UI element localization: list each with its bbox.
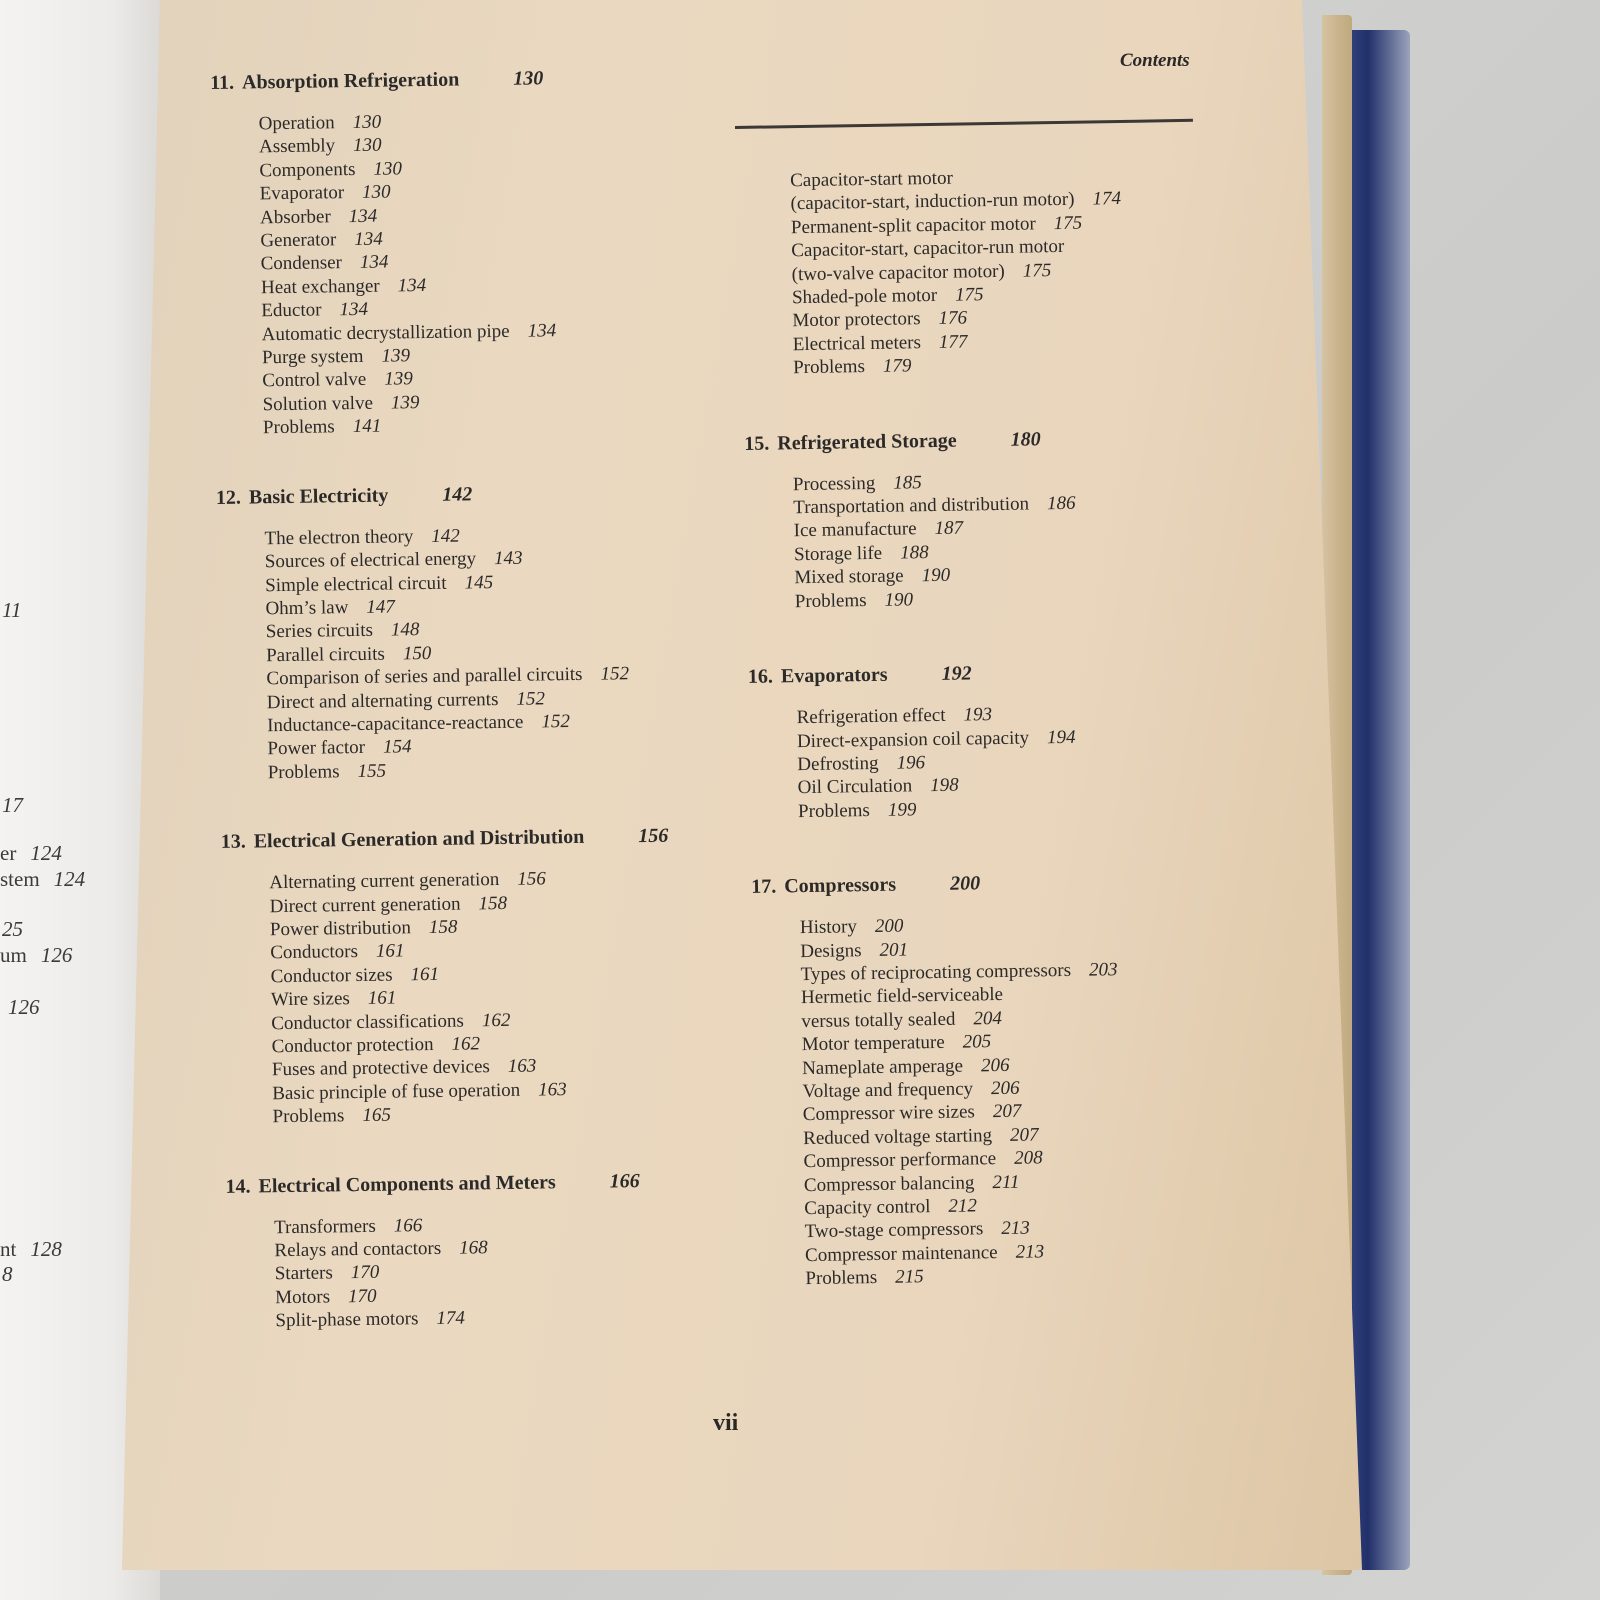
toc-chapter [221,824,745,1130]
toc-chapter [751,869,1217,1292]
toc-entry-label: Purge system [261,345,364,369]
chapter-number: 14. [225,1175,251,1198]
toc-entry-page: 176 [938,307,968,330]
toc-entry-page: 161 [410,963,440,986]
chapter-page: 192 [941,662,972,685]
toc-entry-page: 155 [357,760,387,782]
fragment-page: 126 [8,995,40,1019]
toc-entry-page: 152 [516,687,546,710]
continued-entries [790,163,1203,380]
chapter-title: Electrical Components and Meters [258,1170,556,1198]
toc-entry-label: Wire sizes [270,988,351,1011]
toc-entry-label: Designs [800,939,862,962]
chapter-entries [274,1209,748,1333]
toc-entry-page: 130 [361,181,391,204]
toc-entry-label: Power factor [267,737,366,760]
toc-entry-label: Solution valve [262,392,374,416]
toc-entry-page: 185 [893,471,922,494]
toc-entry-label: Parallel circuits [266,643,386,666]
toc-entry-label: Direct and alternating currents [266,688,499,713]
toc-entry-page: 139 [390,391,420,414]
chapter-entries [269,865,745,1129]
toc-entry-page: 196 [896,752,926,774]
toc-entry-page: 206 [980,1054,1010,1076]
toc-entry-page: 188 [899,541,929,564]
fragment-text: nt [0,1237,17,1261]
toc-entry-label: Conductors [270,941,359,964]
toc-entry-label: Generator [260,229,337,252]
chapter-heading [744,425,1204,455]
toc-entry-label: Compressor performance [803,1148,997,1173]
toc-entry-label-cont: (capacitor-start, induction-run motor) [790,189,1075,215]
toc-entry-label-cont: versus totally sealed [801,1008,956,1032]
toc-entry-label-cont: (two-valve capacitor motor) [791,260,1005,285]
toc-chapter [748,659,1210,824]
chapter-entries [259,106,736,440]
toc-entry-page: 207 [1009,1124,1039,1146]
toc-entry-page: 200 [874,915,904,938]
toc-entry-page: 193 [963,704,993,726]
toc-entry-label: Motors [274,1286,331,1309]
toc-entry-page: 170 [350,1262,380,1284]
toc-entry-label: Shaded-pole motor [791,284,938,309]
toc-entry-label: Components [259,158,356,182]
toc-entry-label: Compressor wire sizes [802,1101,976,1126]
toc-entry-label: Conductor protection [271,1033,434,1058]
toc-column-left [210,65,748,1334]
toc-entry-label: The electron theory [264,525,414,549]
previous-page-fragment [0,1262,13,1287]
toc-entry-label: Power distribution [269,917,412,941]
toc-entry-label: Refrigeration effect [796,704,946,729]
previous-page-fragment [0,867,85,892]
chapter-number: 16. [747,665,774,689]
chapter-number: 13. [220,830,246,854]
toc-entry-label: Problems [272,1105,345,1128]
toc-entry-page: 134 [354,228,383,251]
toc-entry-page: 158 [478,892,508,914]
toc-entry-label: Capacitor-start, capacitor-run motor [791,236,1065,262]
chapter-entries [264,520,740,784]
toc-entry-page: 213 [1001,1217,1030,1240]
toc-entry-page: 150 [402,642,432,665]
toc-entry-label: Absorber [259,205,331,228]
chapter-number: 17. [751,875,777,899]
toc-entry-page: 134 [359,251,389,274]
toc-chapter [744,425,1207,614]
chapter-heading [216,479,736,509]
fragment-text: er [0,841,17,865]
chapter-title: Evaporators [780,663,888,688]
fragment-page: 17 [2,793,23,817]
toc-entry-label: Mixed storage [794,565,904,589]
toc-entry-page: 139 [384,368,413,391]
toc-entry-page: 175 [1022,259,1052,282]
toc-entry-label: Ice manufacture [793,518,917,542]
chapter-entries [796,700,1210,823]
toc-chapter [225,1168,747,1333]
toc-entry-page: 174 [436,1307,466,1330]
chapter-number: 11. [210,71,235,94]
toc-entry-page: 186 [1046,492,1076,515]
toc-entry-label: Direct-expansion coil capacity [796,727,1030,752]
chapter-heading [225,1168,745,1198]
toc-entry-page: 134 [348,205,378,227]
toc-entry-page: 179 [882,355,912,378]
toc-entry-label: Motor protectors [792,308,921,332]
toc-entry-page: 148 [390,619,420,641]
toc-entry-page: 134 [339,299,369,321]
toc-entry-label: Ohm’s law [265,597,349,620]
fragment-page: 11 [2,598,22,622]
chapter-heading [221,824,741,854]
chapter-number: 15. [744,432,770,455]
toc-entry [790,163,1201,216]
toc-entry-page: 134 [527,319,557,342]
toc-entry-label: Relays and contactors [274,1237,442,1262]
toc-entry-page: 165 [362,1104,392,1127]
toc-entry-label: Sources of electrical energy [264,548,477,573]
toc-entry-page: 161 [367,987,397,1010]
toc-entry-label: Alternating current generation [269,869,500,894]
fragment-text: stem [0,867,40,891]
toc-entry-page: 154 [382,736,412,758]
toc-entry-label: Condenser [260,252,343,275]
toc-entry-page: 141 [352,415,382,438]
toc-entry-page: 152 [600,663,630,685]
toc-entry-label: Transportation and distribution [793,493,1030,519]
toc-entry-page: 213 [1015,1241,1045,1263]
toc-entry-page: 208 [1013,1147,1043,1170]
toc-entry-label: Electrical meters [792,332,922,356]
toc-entry-page: 158 [428,916,458,938]
toc-entry-page: 207 [992,1101,1022,1123]
toc-entry-page: 142 [431,525,460,547]
toc-entry-page: 162 [481,1009,511,1031]
toc-entry-label: Permanent-split capacitor motor [790,213,1036,239]
toc-entry-label: Voltage and frequency [802,1078,974,1103]
toc-entry-label: History [799,916,858,939]
fragment-page: 128 [30,1237,62,1261]
toc-entry-label: Compressor maintenance [804,1241,998,1266]
toc-entry-label: Motor temperature [801,1032,945,1056]
fragment-text: um [0,943,27,967]
previous-page-fragment [0,841,62,866]
toc-entry-page: 130 [352,135,382,157]
toc-entry-page: 203 [1088,959,1118,981]
toc-entry-label: Problems [794,589,867,612]
toc-entry-page: 139 [381,345,411,367]
toc-entry-page: 162 [451,1033,481,1055]
toc-entry-label: Starters [274,1262,333,1285]
toc-entry-label: Basic principle of fuse operation [272,1079,521,1105]
toc-entry-page: 170 [347,1285,377,1308]
page-folio: vii [713,1410,739,1436]
toc-entry-page: 145 [464,571,494,593]
chapter-page: 200 [949,872,981,895]
toc-entry-label: Fuses and protective devices [271,1056,490,1081]
toc-entry-label: Conductor sizes [270,964,393,988]
toc-chapter [216,479,740,785]
toc-entry-page: 205 [962,1031,992,1053]
toc-entry-page: 152 [541,710,571,733]
toc-entry-page: 215 [895,1266,924,1288]
toc-entry-page: 190 [884,589,914,611]
toc-entry-label: Oil Circulation [797,775,913,799]
previous-page-fragment [0,598,21,623]
chapter-title: Refrigerated Storage [777,429,957,455]
chapter-title: Electrical Generation and Distribution [253,826,585,853]
chapter-page: 130 [513,67,544,90]
toc-entry-page: 212 [948,1195,978,1217]
toc-entry-page: 198 [930,774,959,797]
chapter-page: 142 [442,483,473,506]
previous-page-fragment [0,793,23,818]
chapter-title: Compressors [784,873,897,898]
toc-entry-label: Problems [262,416,335,439]
toc-entry-label: Hermetic field-serviceable [800,984,1004,1009]
toc-entry-label: Comparison of series and parallel circuits [266,663,583,690]
toc-entry-label: Processing [792,472,876,495]
toc-entry-page: 204 [973,1007,1003,1030]
toc-entry-page: 199 [887,799,917,821]
chapter-title: Basic Electricity [248,484,389,509]
toc-entry-label: Types of reciprocating compressors [800,959,1072,986]
toc-entry-page: 130 [373,158,403,180]
fragment-page: 8 [2,1262,13,1286]
chapter-title: Absorption Refrigeration [241,68,460,94]
toc-entry-label: Problems [805,1267,878,1290]
previous-page-fragment [0,1237,62,1262]
toc-entry-page: 175 [954,284,984,306]
toc-entry-label: Problems [792,356,866,379]
fragment-page: 124 [53,867,86,891]
toc-entry-label: Transformers [273,1215,376,1238]
toc-entry-page: 206 [990,1077,1020,1100]
toc-entry-label: Simple electrical circuit [265,572,447,596]
toc-entry-page: 168 [459,1237,488,1259]
toc-entry-label: Evaporator [259,182,345,205]
toc-entry-label: Inductance-capacitance-reactance [266,711,524,737]
toc-entry-label: Split-phase motors [275,1308,419,1332]
toc-entry-label: Heat exchanger [260,275,380,299]
previous-page-fragment [0,943,72,968]
toc-entry-label: Series circuits [265,620,374,643]
toc-entry-page: 177 [938,331,968,353]
toc-entry-label: Eductor [261,299,322,322]
toc-entry-page: 166 [393,1214,423,1237]
chapter-entries [800,910,1218,1291]
toc-entry-page: 134 [397,274,427,297]
toc-entry [793,350,1203,380]
toc-column-right [740,163,1218,1292]
toc-entry-label: Capacitor-start motor [790,167,953,192]
toc-entry-label: Assembly [258,135,336,158]
toc-entry-label: Control valve [262,369,367,392]
toc-entry-page: 211 [992,1171,1020,1193]
previous-page-fragment [0,995,40,1020]
running-head: Contents [1120,50,1190,71]
chapter-page: 166 [609,1169,640,1193]
toc-entry-page: 163 [507,1055,537,1078]
fragment-page: 126 [40,943,73,967]
toc-entry-label: Capacity control [804,1196,931,1220]
toc-entry-label: Operation [258,112,335,135]
toc-entry-label: Defrosting [797,752,879,776]
toc-entry-page: 143 [493,547,523,570]
toc-entry-page: 187 [934,518,964,540]
previous-page-fragment [0,917,23,942]
toc-entry-label: Storage life [793,542,883,566]
chapter-page: 156 [638,824,669,848]
toc-entry-page: 130 [352,111,382,134]
toc-entry [791,233,1202,286]
toc-entry-page: 194 [1046,726,1076,748]
toc-entry-label: Conductor classifications [271,1010,465,1034]
toc-entry-label: Two-stage compressors [804,1218,984,1243]
chapter-heading [748,659,1208,689]
chapter-heading [751,869,1211,899]
fragment-page: 25 [2,917,23,941]
chapter-page: 180 [1010,427,1041,451]
chapter-number: 12. [215,486,242,509]
toc-entry-label: Direct current generation [269,893,461,917]
toc-entry-label: Automatic decrystallization pipe [261,320,510,345]
toc-entry-page: 156 [517,868,546,890]
toc-entry [801,980,1214,1033]
toc-entry-page: 201 [879,938,909,961]
toc-entry-page: 174 [1092,188,1122,210]
toc-entry-page: 161 [375,940,405,963]
toc-entry-label: Compressor balancing [803,1172,975,1196]
toc-entry-label: Reduced voltage starting [803,1124,993,1149]
fragment-page: 124 [30,841,62,865]
toc-entry-page: 163 [538,1078,567,1101]
toc-chapter [210,65,735,441]
toc-entry-page: 190 [921,565,951,587]
toc-entry-label: Problems [797,799,871,822]
toc-entry-label: Problems [267,761,340,784]
toc-entry-label: Nameplate amperage [801,1055,964,1079]
toc-entry-page: 175 [1053,212,1083,234]
toc-entry-page: 147 [366,596,395,618]
chapter-entries [793,466,1207,613]
